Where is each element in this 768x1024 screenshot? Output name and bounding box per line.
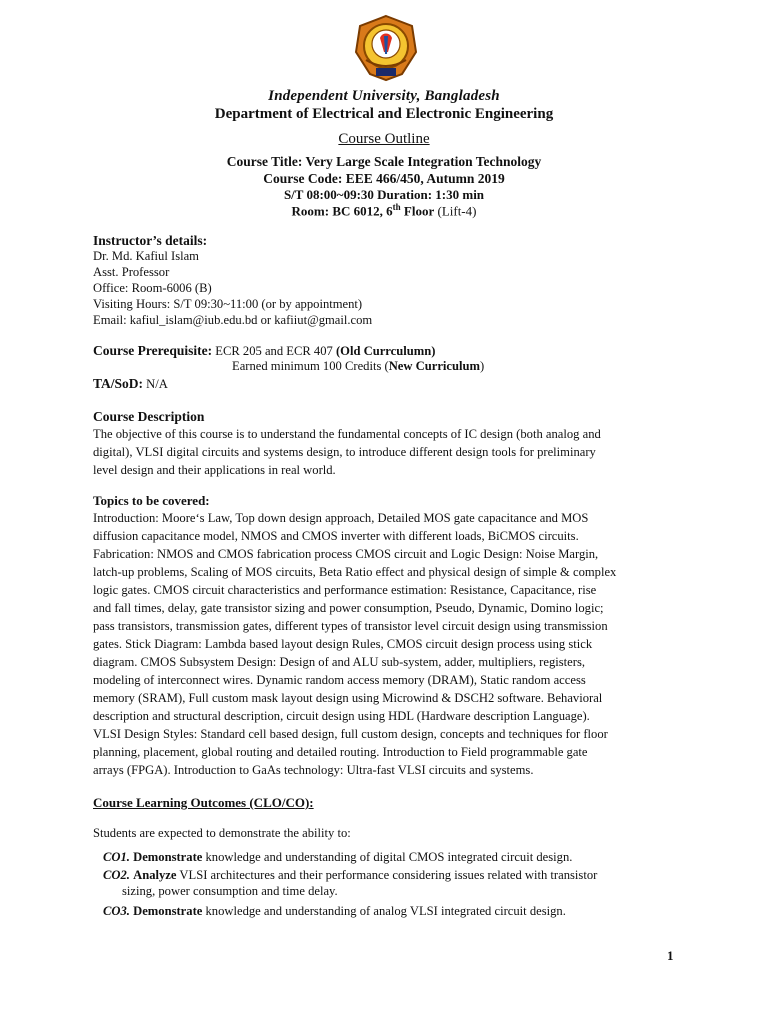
topics-line: Fabrication: NMOS and CMOS fabrication process CMOS circuit and Logic Design: Noise Margin, — [93, 547, 599, 561]
description-line: digital), VLSI digital circuits and systems design, to introduce different design tools for preliminary — [93, 445, 596, 459]
room-label: Room: BC 6012, 6 — [291, 203, 393, 219]
topics-line: description and structural description, circuit design using HDL (Hardware description Language). — [93, 709, 590, 723]
description-line: The objective of this course is to understand the fundamental concepts of IC design (both analog and — [93, 427, 601, 441]
co-verb: Demonstrate — [133, 850, 203, 864]
description-heading: Course Description — [93, 409, 205, 424]
topics-line: memory (SRAM), Full custom mask layout design using Microwind & DSCH2 software. Behavioral — [93, 691, 603, 705]
clo-intro: Students are expected to demonstrate the ability to: — [93, 826, 351, 840]
prerequisite-line-1 — [93, 343, 677, 359]
topics-line: logic gates. CMOS circuit characteristics and performance estimation: Resistance, Capacitance, rise — [93, 583, 597, 597]
room-floor-sup: th — [392, 202, 401, 212]
topics-line: diffusion capacitance model, NMOS and CMOS inverter with different loads, BiCMOS circuits. — [93, 529, 579, 543]
instructor-name: Dr. Md. Kafiul Islam — [93, 249, 199, 263]
co-code: CO3. — [103, 904, 130, 918]
university-name: Independent University, Bangladesh — [268, 88, 500, 104]
prerequisite-new-curriculum: New Curriculum — [388, 359, 480, 373]
description-line: level design and their applications in real world. — [93, 463, 336, 477]
prerequisite-label: Course Prerequisite: — [93, 343, 213, 358]
topics-line: arrays (FPGA). Introduction to GaAs technology: Ultra-fast VLSI circuits and systems. — [93, 763, 534, 777]
course-schedule: S/T 08:00~09:30 Duration: 1:30 min — [283, 187, 485, 202]
topics-line: Introduction: Moore‘s Law, Top down design approach, Detailed MOS gate capacitance and MOS — [93, 511, 589, 525]
instructor-visiting-hours: Visiting Hours: S/T 09:30~11:00 (or by appointment) — [93, 297, 363, 311]
topics-line: and fall times, delay, gate transistor sizing and power consumption, Pseudo, Dynamic, Domino logic; — [93, 601, 604, 615]
department-name: Department of Electrical and Electronic Engineering — [214, 106, 554, 122]
prerequisite-credits: Earned minimum 100 Credits ( — [232, 359, 389, 373]
instructor-heading: Instructor’s details: — [93, 233, 208, 248]
topics-line: VLSI Design Styles: Standard cell based design, full custom design, concepts and techniques for floor — [93, 727, 608, 741]
co-text: VLSI architectures and their performance considering issues related with transistor — [176, 868, 598, 882]
co-item — [103, 849, 663, 865]
prerequisite-old-curriculum: (Old Currculumn) — [335, 344, 436, 358]
topics-heading: Topics to be covered: — [93, 493, 210, 508]
co-code: CO1. — [103, 850, 130, 864]
topics-line: planning, placement, global routing and detailed routing. Introduction to Field programmable gate — [93, 745, 588, 759]
topics-line: diagram. CMOS Subsystem Design: Design of and ALU sub-system, adder, multipliers, registers, — [93, 655, 585, 669]
prerequisite-close-paren: ) — [480, 359, 485, 373]
page-number: 1 — [667, 948, 674, 963]
topics-line: pass transistors, transmission gates, different types of transistor level circuit design using transmission — [93, 619, 608, 633]
description-body — [93, 425, 677, 479]
co-verb: Demonstrate — [133, 904, 203, 918]
prerequisite-line-2 — [232, 359, 484, 374]
co-code: CO2. — [103, 868, 130, 882]
ta-line — [93, 376, 677, 392]
course-code: Course Code: EEE 466/450, Autumn 2019 — [263, 171, 505, 186]
instructor-email[interactable]: Email: kafiul_islam@iub.edu.bd or kafiiut@gmail.com — [93, 313, 373, 327]
co-text: knowledge and understanding of digital CMOS integrated circuit design. — [202, 850, 573, 864]
clo-heading: Course Learning Outcomes (CLO/CO): — [93, 795, 314, 810]
university-logo-icon — [350, 12, 422, 84]
ta-value: N/A — [143, 377, 168, 391]
room-lift: (Lift-4) — [434, 203, 477, 219]
course-room — [0, 202, 768, 219]
document-title: Course Outline — [338, 131, 430, 147]
co-verb: Analyze — [133, 868, 177, 882]
instructor-details — [93, 248, 677, 328]
instructor-office: Office: Room-6006 (B) — [93, 281, 212, 295]
topics-line: latch-up problems, Scaling of MOS circuits, Beta Ratio effect and physical design of simple & complex — [93, 565, 617, 579]
co-text-continuation: sizing, power consumption and time delay. — [122, 884, 338, 898]
topics-line: gates. Stick Diagram: Lambda based layout design Rules, CMOS circuit design process using stick — [93, 637, 593, 651]
instructor-designation: Asst. Professor — [93, 265, 170, 279]
topics-line: modeling of interconnect wires. Dynamic random access memory (DRAM), Static random access — [93, 673, 586, 687]
co-item — [103, 867, 663, 883]
room-floor: Floor — [400, 203, 435, 219]
topics-body — [93, 509, 677, 779]
course-title: Course Title: Very Large Scale Integration Technology — [226, 154, 542, 169]
co-text: knowledge and understanding of analog VLSI integrated circuit design. — [202, 904, 566, 918]
prerequisite-courses: ECR 205 and ECR 407 — [212, 344, 336, 358]
ta-label: TA/SoD: — [93, 376, 144, 391]
co-item — [103, 903, 663, 919]
